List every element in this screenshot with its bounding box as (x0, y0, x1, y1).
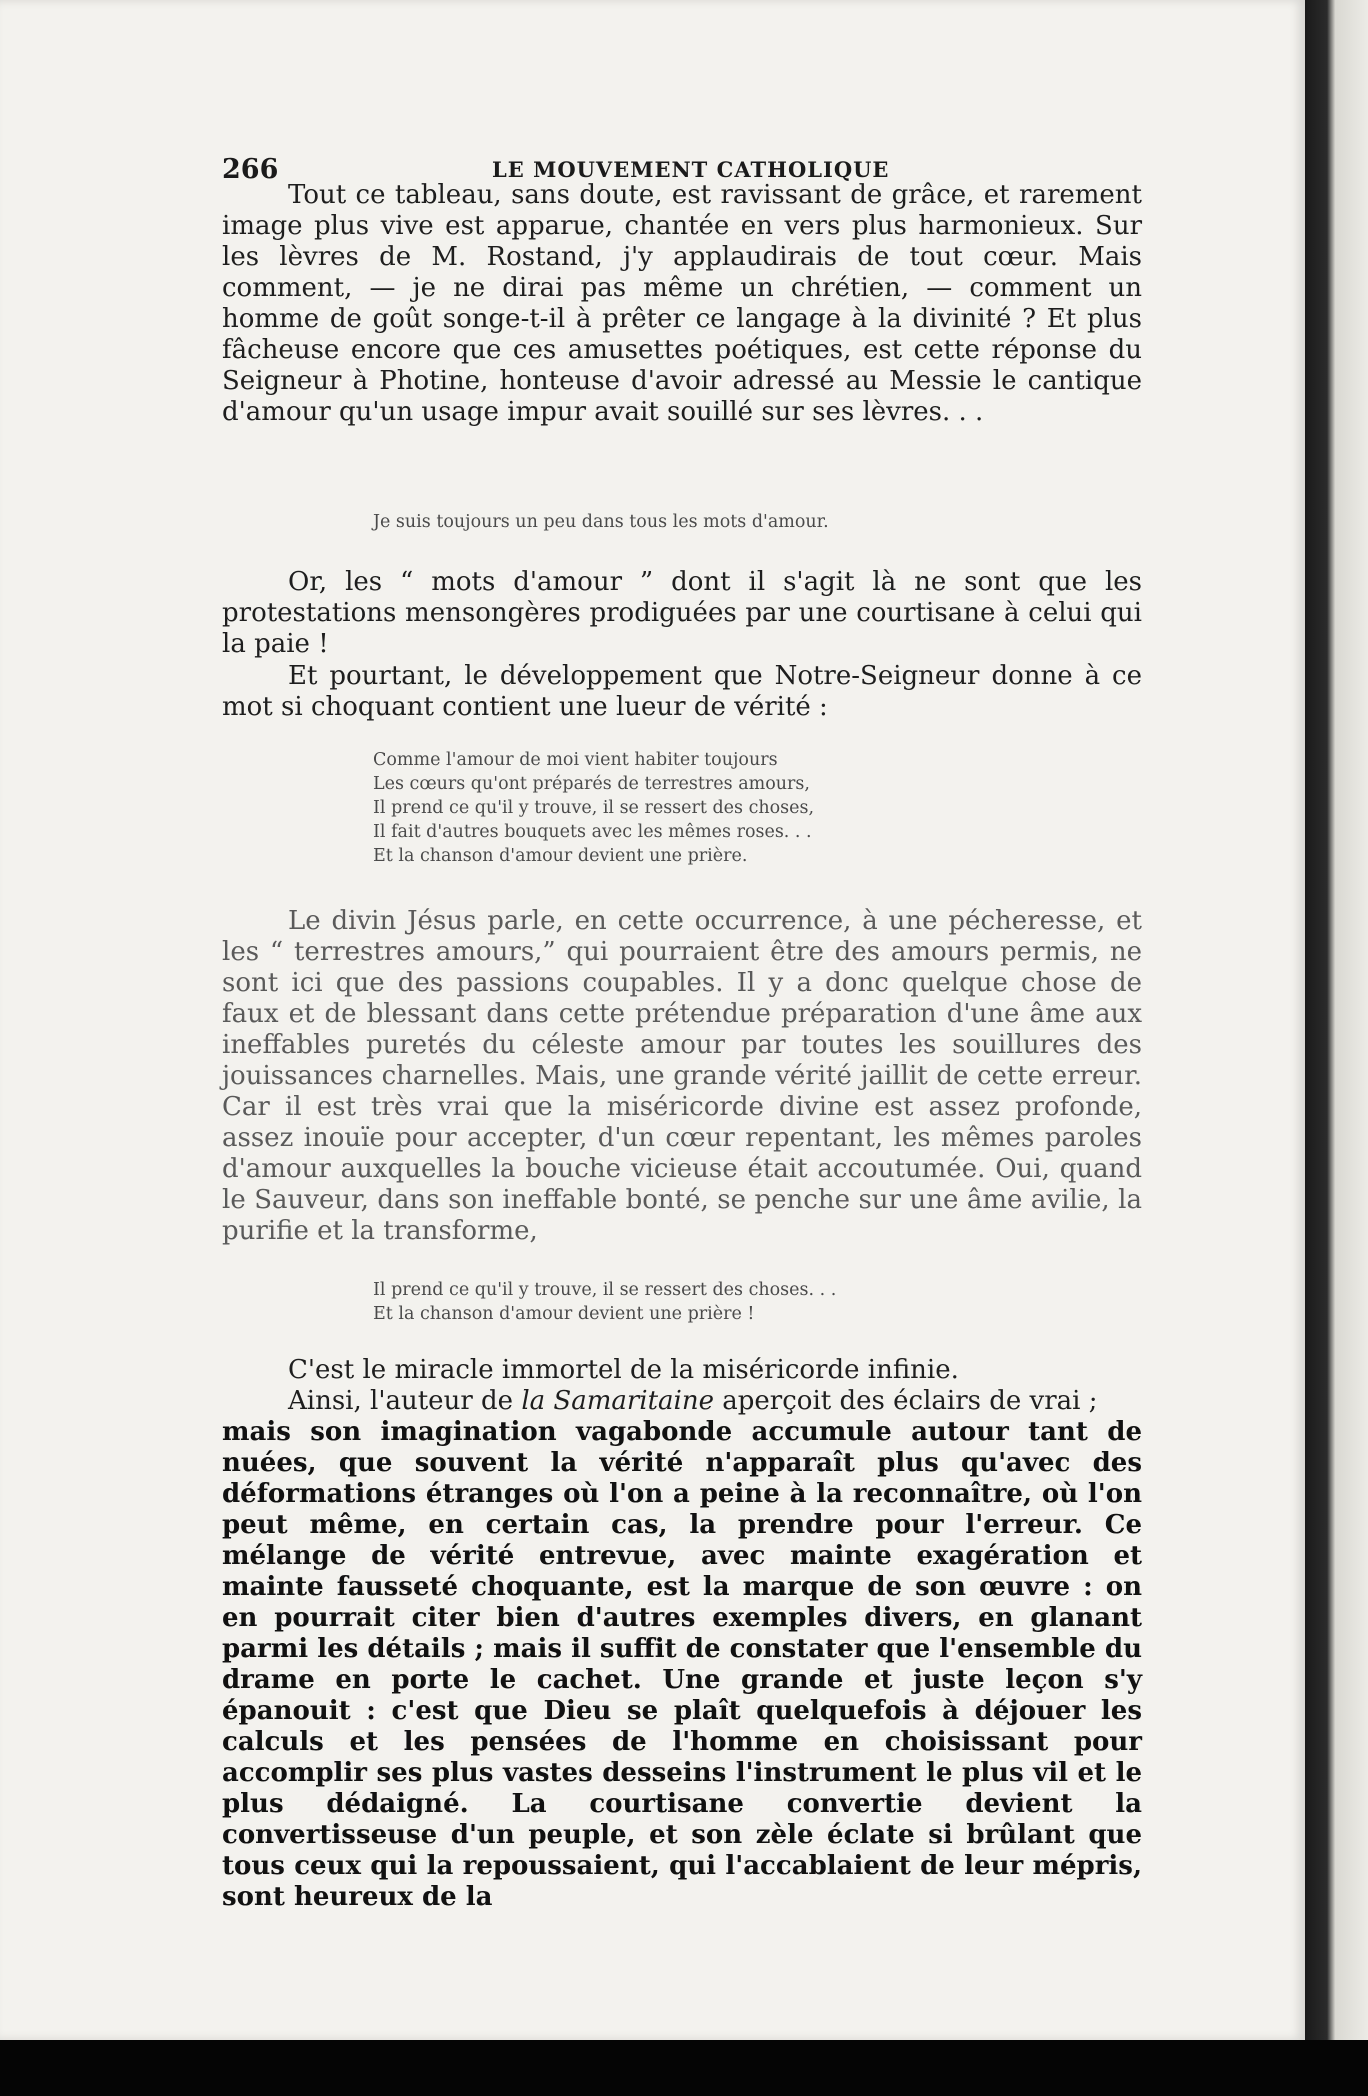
paragraph-5: C'est le miracle immortel de la miséricorde infinie. (288, 1355, 959, 1385)
verse-line: Les cœurs qu'ont préparés de terrestres amours, (373, 774, 810, 794)
verse-quote-3 (373, 1278, 836, 1326)
verse-line: Et la chanson d'amour devient une prière ! (373, 1304, 755, 1324)
verse-line: Il prend ce qu'il y trouve, il se ressert des choses, (373, 798, 815, 818)
paragraph-4: Le divin Jésus parle, en cette occurrence, à une pécheresse, et les “ terrestres amours,” qui pourraient être des amours permis, ne sont ici que des passions coupables. Il y a donc quelque chose de faux et de blessant dans cette prétendue préparation d'une âme aux ineffables puretés du céleste amour par toutes les souillures des jouissances charnelles. Mais, une grande vérité jaillit de cette erreur. Car il est très vrai que la miséricorde divine est assez profonde, assez inouïe pour accepter, d'un cœur repentant, les mêmes paroles d'amour auxquelles la bouche vicieuse était accoutumée. Oui, quand le Sauveur, dans son ineffable bonté, se penche sur une âme avilie, la purifie et la transforme, (222, 906, 1142, 1246)
next-page-edge (1305, 0, 1368, 2040)
verse-quote-2 (373, 748, 814, 868)
verse-line: Comme l'amour de moi vient habiter toujours (373, 750, 778, 770)
verse-quote-1 (373, 510, 829, 534)
paragraph-2: Or, les “ mots d'amour ” dont il s'agit là ne sont que les protestations mensongères prodiguées par une courtisane à celui qui la paie ! (222, 567, 1142, 659)
paragraph-6-lead: Ainsi, l'auteur de (288, 1386, 522, 1416)
verse-line: Je suis toujours un peu dans tous les mots d'amour. (373, 512, 829, 532)
paragraph-1: Tout ce tableau, sans doute, est ravissant de grâce, et rarement image plus vive est apparue, chantée en vers plus harmonieux. Sur les lèvres de M. Rostand, j'y applaudirais de tout cœur. Mais comment, — je ne dirai pas même un chrétien, — comment un homme de goût songe-t-il à prêter ce langage à la divinité ? Et plus fâcheuse encore que ces amusettes poétiques, est cette réponse du Seigneur à Photine, honteuse d'avoir adressé au Messie le cantique d'amour qu'un usage impur avait souillé sur ses lèvres. . . (222, 180, 1142, 427)
scan-border (0, 2040, 1368, 2096)
paragraph-3: Et pourtant, le développement que Notre-Seigneur donne à ce mot si choquant contient une lueur de vérité : (222, 661, 1142, 722)
verse-line: Et la chanson d'amour devient une prière. (373, 846, 748, 866)
running-title: LE MOUVEMENT CATHOLIQUE (492, 157, 890, 182)
page-number: 266 (222, 154, 279, 185)
paragraph-6-lead-end: aperçoit des éclairs de vrai ; (714, 1386, 1098, 1416)
paragraph-6: mais son imagination vagabonde accumule autour tant de nuées, que souvent la vérité n'apparaît plus qu'avec des déformations étranges où l'on a peine à la reconnaître, où l'on peut même, en certain cas, la prendre pour l'erreur. Ce mélange de vérité entrevue, avec mainte exagération et mainte fausseté choquante, est la marque de son œuvre : on en pourrait citer bien d'autres exemples divers, en glanant parmi les détails ; mais il suffit de constater que l'ensemble du drame en porte le cachet. Une grande et juste leçon s'y épanouit : c'est que Dieu se plaît quelquefois à déjouer les calculs et les pensées de l'homme en choisissant pour accomplir ses plus vastes desseins l'instrument le plus vil et le plus dédaigné. La courtisane convertie devient la convertisseuse d'un peuple, et son zèle éclate si brûlant que tous ceux qui la repoussaient, qui l'accablaient de leur mépris, sont heureux de la (222, 1417, 1142, 1912)
paragraph-6-first-line (222, 1386, 1142, 1417)
verse-line: Il fait d'autres bouquets avec les mêmes roses. . . (373, 822, 812, 842)
verse-line: Il prend ce qu'il y trouve, il se ressert des choses. . . (373, 1280, 837, 1300)
work-title: la Samaritaine (521, 1386, 715, 1416)
